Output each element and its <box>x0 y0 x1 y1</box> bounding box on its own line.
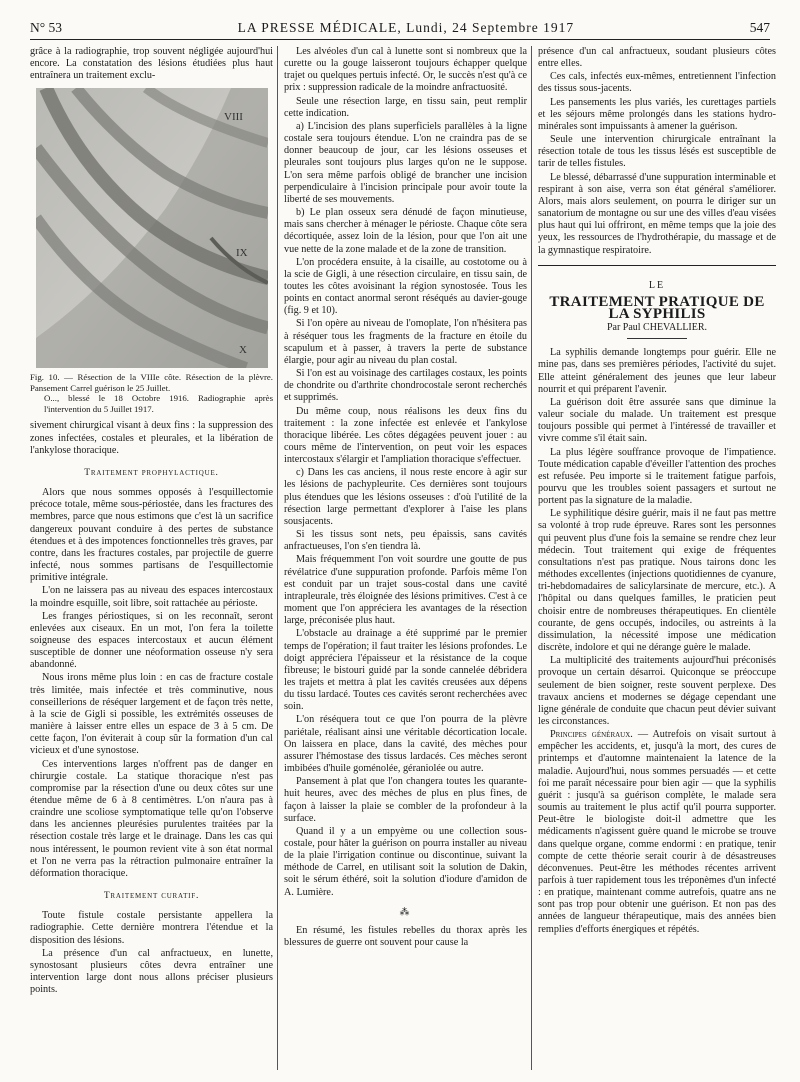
paragraph: La présence d'un cal anfractueux, en lunette, synostosant plusieurs côtes devra entraîner une intervention large dont nous allons préciser plusieurs points. <box>30 947 273 996</box>
paragraph: Les alvéoles d'un cal à lunette sont si nombreux que la curette ou la gouge laisseront toujours échapper quelque trajet ou quelques pertuis infecté. Or, le succès n'est qu'à ce prix : suppression radicale de la moindre anfractuosité. <box>284 46 527 94</box>
rib-label: VIII <box>223 111 243 124</box>
column-divider <box>531 46 532 1070</box>
paragraph: Ces cals, infectés eux-mêmes, entretiennent l'infection des tissus sous-jacents. <box>538 71 776 95</box>
page-number: 547 <box>749 20 770 35</box>
paragraph: La guérison doit être assurée sans que diminue la valeur sociale du malade. Un traitement est presque toujours possible qui permet à l'intéressé de travailler et vivre comme s'il était sain. <box>538 396 776 445</box>
issue-number: N° 53 <box>30 20 63 35</box>
section-heading: Traitement curatif. <box>103 891 200 902</box>
column-1 <box>30 46 273 997</box>
article-author: Par Paul CHEVALLIER. <box>606 322 708 334</box>
run-in-heading: Principes généraux. <box>550 729 633 741</box>
paragraph: Les pansements les plus variés, les curettages partiels et les séjours même prolongés dans les stations hydro-minérales sont impuissants à amener la guérison. <box>538 96 776 132</box>
paragraph: Du même coup, nous réalisons les deux fins du traitement : la zone infectée est enlevée et l'ankylose thoracique libérée. Les côtes dégagées peuvent jouer : au cours même de l'intervention, on peut voir les espaces intercostaux s'élargir et l'ampliation thoracique s'effectuer. <box>284 405 527 466</box>
paragraph: Nous irons même plus loin : en cas de fracture costale très limitée, mais infectée et très comminutive, nous conseillerions de réséquer largement et de façon très nette, à la scie de Gigli si possible, les extrémités osseuses de manière à laisser entre elles un espace de 3 à 5 cm. De cette façon, l'on éviterait à coup sûr la formation d'un cal vicieux et d'une synostose. <box>30 672 273 757</box>
paragraph: grâce à la radiographie, trop souvent négligée aujourd'hui encore. La constatation des lésions étudiées plus haut entraînera un traitement exclu- <box>30 46 273 82</box>
paragraph: c) Dans les cas anciens, il nous reste encore à agir sur les lésions de pachypleurite. Ces dernières sont toujours plus étendues que les lésions osseuses : d'où l'utilité de la résection large permettant d'explorer à l'aise les plans sousjacents. <box>284 467 527 527</box>
paragraph: sivement chirurgical visant à deux fins : la suppression des zones infectées, costales et pleurales, et la libération de l'ankylose thoracique. <box>30 420 273 456</box>
caption-line: O..., blessé le 18 Octobre 1916. Radiographie après l'intervention du 5 Juillet 1917. <box>44 393 273 414</box>
paragraph: Seule une résection large, en tissu sain, peut remplir cette indication. <box>284 95 527 119</box>
paragraph: Alors que nous sommes opposés à l'esquillectomie précoce totale, même sous-périostée, dans les fractures des membres, parce que nous estimons que c'est là un sacrifice dangereux pouvant conduire à des pertes de substance étendues et à des impotences fonctionnelles très graves, par contre, dans les fractures costales, par projectile de guerre infecté, nous sommes partisans de l'esquillectomie primitive intégrale. <box>30 487 273 584</box>
paragraph: présence d'un cal anfractueux, soudant plusieurs côtes entre elles. <box>538 46 776 70</box>
figure-caption <box>30 372 273 414</box>
paragraph: Le blessé, débarrassé d'une suppuration interminable et respirant à son aise, verra son état général s'améliorer. Alors, mais alors seulement, on pourra le diriger sur un sanatorium de montagne ou sur une des villes d'eau visées plus haut qui lui offriront, en même temps que la joie des yeux, les ressources de l'hydrothérapie, du massage et de la gymnastique respiratoire. <box>538 171 776 256</box>
paragraph: Si l'on opère au niveau de l'omoplate, l'on n'hésitera pas à réséquer tous les fragments de la fracture en étoile du scapulum et à passer, à travers la perte de substance élargie, pour agir au niveau du plan costal. <box>284 318 527 366</box>
paragraph: Pansement à plat que l'on changera toutes les quarante-huit heures, avec des mèches de plus en plus fines, de façon à laisser la plaie se combler de la profondeur à la surface. <box>284 776 527 824</box>
rib-label: X <box>238 344 247 357</box>
paragraph: a) L'incision des plans superficiels parallèles à la ligne costale sera toujours étendue. L'on ne craindra pas de se donner beaucoup de jour, car les lésions osseuses et pleurales sont toujours plus larges qu'on ne le suppose. L'on sera même parfois obligé de brancher une incision perpendiculaire à l'incision principale pour avoir toute la liberté de ses mouvements. <box>284 120 527 205</box>
paragraph <box>538 729 776 936</box>
title-rule <box>627 338 687 339</box>
section-heading: Traitement prophylactique. <box>84 467 219 478</box>
paragraph: Mais fréquemment l'on voit sourdre une goutte de pus révélatrice d'une suppuration profonde. Parfois même l'on est conduit par un trajet sous-costal dans une cavité intrapleurale, très éloignée des lésions primitives. C'est à ce moment que l'on appréciera les avantages de la résection large, préconisée plus haut. <box>284 554 527 627</box>
column-divider <box>277 46 278 1070</box>
paragraph: Toute fistule costale persistante appellera la radiographie. Cette dernière montrera l'étendue et la disposition des lésions. <box>30 910 273 946</box>
paragraph: Si l'on est au voisinage des cartilages costaux, les points de chondrite ou d'arthrite chondrocostale seront recherchés et supprimés. <box>284 368 527 404</box>
rib-label: IX <box>235 247 248 260</box>
radiograph-figure <box>36 88 268 368</box>
paragraph: L'on réséquera tout ce que l'on pourra de la plèvre pariétale, réalisant ainsi une véritable décortication locale. On laissera en place, dans la cavité, des mèches pour assurer l'hémostase des tissus lardacés. Ces mèches seront imbibées d'huile goménolée, géraniolée ou autre. <box>284 714 527 775</box>
paragraph: Ces interventions larges n'offrent pas de danger en chirurgie costale. La statique thoracique n'est pas compromise par la résection d'une ou deux côtes sur une étendue même de 6 à 8 centimètres. L'on n'aura pas à craindre une scoliose symptomatique telle qu'on l'observe dans les anciennes pleurésies purulentes traitées par la résection costale très large et le drainage. Dans les cas qui nous intéressent, le poumon revient vite à son état normal et l'on ne verra pas la rétraction pulmonaire entraîner la déformation thoracique. <box>30 758 273 879</box>
article-title: TRAITEMENT PRATIQUE DE LA SYPHILIS <box>549 293 765 322</box>
paragraph: Si les tissus sont nets, peu épaissis, sans cavités anfractueuses, l'on s'en tiendra là. <box>284 529 527 553</box>
paragraph: La syphilis demande longtemps pour guérir. Elle ne mine pas, dans ses premières périodes, l'activité du sujet. Elle atteint généralement des jeunes que leur labeur nourrit et qui préparent l'avenir. <box>538 347 776 395</box>
paragraph: Les franges périostiques, si on les reconnaît, seront enlevées aux ciseaux. En un mot, l'on fera la toilette soigneuse des espaces intercostaux et aucun élément susceptible de donner une néoformation osseuse n'y sera abandonné. <box>30 610 273 671</box>
paragraph: L'on procédera ensuite, à la cisaille, au costotome ou à la scie de Gigli, à une résection circulaire, en tissu sain, de toutes les côtes avoisinant la région synostosée. Tous les points en contact anormal seront réséqués au davier-gouge (fig. 9 et 10). <box>284 256 527 317</box>
caption-line: Fig. 10. — Résection de la VIIIe côte. Résection de la plèvre. Pansement Carrel guérison le 25 Juillet. <box>30 372 273 393</box>
journal-title: LA PRESSE MÉDICALE, Lundi, 24 Septembre 1917 <box>237 20 575 35</box>
paragraph: Quand il y a un empyème ou une collection sous-costale, pour hâter la guérison on pourra installer au niveau de la plaie l'irrigation continue ou discontinue, suivant la méthode de Carrel, en utilisant soit la solution de Dakin, soit le sérum éthéré, soit la solution d'iodure d'amidon de A. Lumière. <box>284 825 527 898</box>
paragraph: Seule une intervention chirurgicale entraînant la résection totale de tous les tissus lésés est susceptible de tarir de telles fistules. <box>538 134 776 170</box>
paragraph: Le syphilitique désire guérir, mais il ne faut pas mettre sa volonté à trop rude épreuve. Rares sont les personnes qui peuvent plus d'une fois la semaine se rendre chez leur médecin. Tout traitement qui exige de fréquentes consultations n'est pas pratique. Nous tairons donc les méthodes excellentes (injections quotidiennes de cyanure, tri-hebdomadaires de salicylarsinate de mercure, etc.). A l'hôpital ou dans quelques familles, le praticien peut choisir entre de nombreuses thérapeutiques. En clientèle courante, de gens occupés, indociles, ou astreints à la dissimulation, la nécessité impose une médication discrète, indolore et qui ne dérange guère le malade. <box>538 508 776 654</box>
paragraph: L'on ne laissera pas au niveau des espaces intercostaux la moindre esquille, soit libre, soit rattachée au périoste. <box>30 585 273 609</box>
section-break-asterism: ⁂ <box>399 906 412 918</box>
article-kicker: LE <box>648 279 666 291</box>
paragraph: La plus légère souffrance provoque de l'impatience. Toute médication capable d'éveiller l'attention des proches est refusée. Peu importe si le traitement fatigue parfois, pourvu que les troubles soient passagers et surtout ne portent pas la signature de la maladie. <box>538 446 776 507</box>
column-3 <box>538 46 776 937</box>
paragraph: b) Le plan osseux sera dénudé de façon minutieuse, mais sans chercher à ménager le périoste. Chaque côte sera décortiquée, assez loin de la lésion, pour que l'on ait une vue nette de la zone malade et de la zone de transition. <box>284 207 527 255</box>
paragraph: En résumé, les fistules rebelles du thorax après les blessures de guerre ont souvent pour cause la <box>284 924 527 949</box>
paragraph: L'obstacle au drainage a été supprimé par le premier temps de l'opération; il faut traiter les lésions profondes. Le doigt appréciera l'épaisseur et la résistance de la coque fibreuse; le bistouri guidé par la sonde cannelée débridera les trajets et mettra à plat les cavités creusées aux dépens du tissu lardacé. Toutes ces cavités seront recherchées avec soin. <box>284 628 527 713</box>
column-2 <box>284 46 527 950</box>
page-header <box>30 12 770 40</box>
paragraph: La multiplicité des traitements aujourd'hui préconisés provoque un certain désarroi. Quiconque se préoccupe seulement de bien soigner, reste souvent perplexe. Des travaux anciens et modernes se dégage cependant une ligne générale de conduite que chacun peut dévier suivant les circonstances. <box>538 655 776 727</box>
paragraph-text: — Autrefois on visait surtout à empêcher les accidents, et, jusqu'à la mort, des cures de printemps et d'automne maintenaient la latence de la maladie. Aujourd'hui, nous sommes persuadés — et cette foi me paraît nécessaire pour bien agir — que la syphilis guérit : jusqu'à sa guérison complète, le malade sera soumis au traitement le plus actif qu'il pourra supporter. Peut-être le biologiste doit-il admettre que les médicaments n'agissent guère quand le microbe se trouve dans quelque organe, comme endormi : en pratique, tenir compte de cette théorie serait courir à de désastreuses déconvenues. Peut-être les méthodes récentes arrivent parfois à tuer rapidement tous les tréponèmes d'un infecté : en pratique, maintenant comme autrefois, quatre ans ne sont pas trop pour obtenir une guérison. Et non pas des années de langueur thérapeutique, mais des années bien remplies d'efforts énergiques et répétés. <box>538 729 776 935</box>
article-separator <box>538 265 776 266</box>
